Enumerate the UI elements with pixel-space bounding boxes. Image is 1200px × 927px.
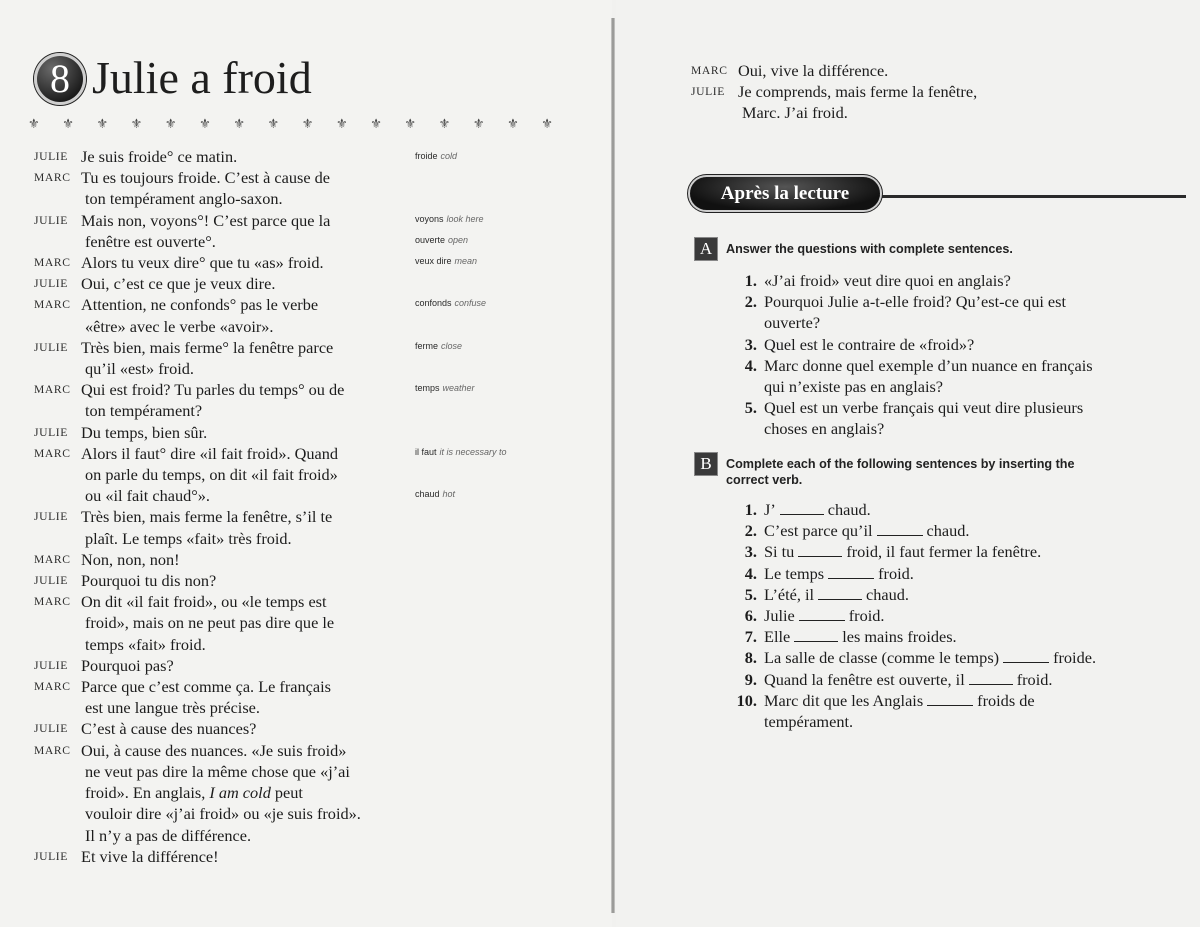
- question-number: 5.: [744, 584, 757, 604]
- dialogue-text: [738, 60, 1051, 81]
- answer-blank[interactable]: [818, 585, 862, 600]
- glossary-french: chaud: [415, 489, 440, 499]
- question-number: 2.: [744, 521, 757, 541]
- glossary-english: close: [441, 341, 463, 351]
- question-text: [764, 499, 871, 520]
- glossary-english: look here: [446, 214, 484, 224]
- dialogue-line: [34, 506, 394, 548]
- question-line: C’est parce qu’il chaud.: [764, 521, 970, 541]
- dialogue-line: [34, 146, 394, 167]
- answer-blank[interactable]: [780, 500, 824, 515]
- text-line: froid». En anglais, I am cold peut: [85, 783, 303, 803]
- speaker-label: JULIE: [34, 213, 68, 227]
- question-text: [764, 605, 884, 626]
- page-gutter: [611, 18, 615, 913]
- question-text: [764, 397, 1083, 439]
- glossary-french: voyons: [415, 214, 444, 224]
- section-b-header: [695, 453, 1074, 488]
- glossary-entry: [415, 151, 457, 161]
- text-line: Tu es toujours froide. C’est à cause de: [81, 168, 330, 188]
- dialogue-line: [34, 655, 394, 676]
- dialogue-line: [34, 294, 394, 336]
- speaker-label: MARC: [34, 743, 71, 757]
- section-b-instruction: [726, 456, 1074, 488]
- dialogue-line: [34, 676, 394, 718]
- dialogue-text: [81, 591, 394, 655]
- text-line: ne veut pas dire la même chose que «j’ai: [85, 761, 350, 781]
- fleur-de-lis-icon: ⚜: [62, 116, 74, 131]
- question-number: 4.: [744, 563, 757, 583]
- text-line: Et vive la différence!: [81, 846, 219, 866]
- text-line: Qui est froid? Tu parles du temps° ou de: [81, 380, 345, 400]
- dialogue-text: [81, 443, 394, 507]
- chapter-title: Julie a froid: [92, 52, 312, 103]
- question-item: [722, 584, 1162, 605]
- glossary-english: open: [448, 235, 469, 245]
- dialogue-line: [34, 740, 394, 846]
- text-line: plaît. Le temps «fait» très froid.: [85, 528, 292, 548]
- glossary-entry: [415, 235, 468, 245]
- speaker-label: JULIE: [34, 722, 68, 736]
- speaker-label: MARC: [34, 680, 71, 694]
- answer-blank[interactable]: [1003, 648, 1049, 663]
- fleur-de-lis-icon: ⚜: [130, 116, 143, 131]
- fleur-de-lis-icon: ⚜: [199, 116, 211, 131]
- question-line: choses en anglais?: [764, 419, 885, 439]
- question-line: tempérament.: [764, 712, 854, 732]
- question-item: [722, 647, 1162, 668]
- text-line: froid», mais on ne peut pas dire que le: [85, 613, 335, 633]
- question-text: [764, 541, 1041, 562]
- question-line: Elle les mains froides.: [764, 627, 957, 647]
- speaker-label: JULIE: [34, 510, 68, 524]
- question-item: [722, 270, 1162, 291]
- fleur-de-lis-icon: ⚜: [370, 116, 382, 131]
- dialogue-text: [81, 506, 394, 548]
- glossary-french: confonds: [415, 298, 452, 308]
- dialogue-line: [34, 591, 394, 655]
- answer-blank[interactable]: [877, 521, 923, 536]
- speaker-label: JULIE: [34, 277, 68, 291]
- question-line: Quand la fenêtre est ouverte, il froid.: [764, 669, 1053, 689]
- text-line: Alors il faut° dire «il fait froid». Quand: [81, 443, 339, 463]
- glossary-entry: [415, 214, 484, 224]
- fleur-de-lis-icon: ⚜: [541, 116, 553, 131]
- chapter-number-badge: 8: [34, 53, 86, 105]
- glossary-english: cold: [440, 151, 458, 161]
- text-line: temps «fait» froid.: [85, 634, 206, 654]
- dialogue-line: [691, 81, 1051, 123]
- question-number: 6.: [744, 606, 757, 626]
- text-line: Très bien, mais ferme la fenêtre, s’il te: [81, 507, 333, 527]
- speaker-label: MARC: [34, 383, 71, 397]
- question-number: 8.: [744, 648, 757, 668]
- speaker-label: JULIE: [34, 849, 68, 863]
- glossary-entry: [415, 298, 486, 308]
- question-item: [722, 520, 1162, 541]
- text-line: Il n’y a pas de différence.: [85, 825, 252, 845]
- question-number: 7.: [744, 627, 757, 647]
- question-item: [722, 291, 1162, 333]
- question-text: [764, 355, 1093, 397]
- dialogue-text: [81, 146, 394, 167]
- fleur-de-lis-icon: ⚜: [472, 116, 485, 131]
- question-item: [722, 669, 1162, 690]
- question-line: Marc donne quel exemple d’un nuance en français: [764, 355, 1093, 375]
- question-number: 3.: [744, 334, 757, 354]
- dialogue-continued: [691, 60, 1051, 124]
- instruction-line: correct verb.: [726, 473, 803, 487]
- speaker-label: MARC: [34, 256, 71, 270]
- text-line: fenêtre est ouverte°.: [85, 231, 216, 251]
- fleur-de-lis-ornament-row: [28, 116, 553, 132]
- dialogue-text: [81, 740, 394, 846]
- glossary-entry: [415, 489, 455, 499]
- answer-blank[interactable]: [969, 670, 1013, 685]
- dialogue-text: [81, 210, 394, 252]
- question-number: 1.: [744, 500, 757, 519]
- section-a-questions: [722, 270, 1162, 440]
- dialogue-line: [34, 846, 394, 867]
- dialogue-text: [81, 676, 394, 718]
- question-item: [722, 626, 1162, 647]
- question-line: qui n’existe pas en anglais?: [764, 377, 944, 397]
- dialogue-text: [81, 379, 394, 421]
- answer-blank[interactable]: [799, 606, 845, 621]
- dialogue-line: [34, 337, 394, 379]
- glossary-french: il faut: [415, 447, 437, 457]
- question-line: «J’ai froid» veut dire quoi en anglais?: [764, 271, 1011, 290]
- text-line: «être» avec le verbe «avoir».: [85, 316, 274, 336]
- question-line: Marc dit que les Anglais froids de: [764, 690, 1035, 710]
- section-b-letter: B: [695, 453, 717, 475]
- instruction-line: Complete each of the following sentences by inserting the: [726, 457, 1075, 471]
- fleur-de-lis-icon: ⚜: [404, 116, 417, 131]
- text-line: C’est à cause des nuances?: [81, 719, 257, 739]
- question-line: Le temps froid.: [764, 563, 914, 583]
- glossary-french: ouverte: [415, 235, 446, 245]
- question-number: 3.: [744, 542, 757, 562]
- glossary-english: mean: [454, 256, 478, 266]
- speaker-label: MARC: [34, 552, 71, 566]
- question-text: [764, 520, 969, 541]
- dialogue-text: [81, 718, 394, 739]
- glossary-entry: [415, 383, 475, 393]
- question-item: [722, 605, 1162, 626]
- question-number: 10.: [736, 690, 757, 710]
- speaker-label: MARC: [691, 64, 728, 77]
- speaker-label: JULIE: [34, 658, 68, 672]
- speaker-label: MARC: [34, 171, 71, 185]
- text-line: Pourquoi tu dis non?: [81, 571, 217, 591]
- glossary-french: temps: [415, 383, 440, 393]
- text-line: Alors tu veux dire° que tu «as» froid.: [81, 253, 324, 273]
- question-item: [722, 690, 1162, 732]
- text-line: Marc. J’ai froid.: [742, 103, 848, 123]
- dialogue-text: [81, 337, 394, 379]
- question-text: [764, 690, 1035, 732]
- question-number: 9.: [744, 669, 757, 689]
- question-text: [764, 563, 914, 584]
- speaker-label: JULIE: [34, 150, 68, 163]
- speaker-label: MARC: [34, 595, 71, 609]
- fleur-de-lis-icon: ⚜: [438, 116, 451, 131]
- dialogue-text: [738, 81, 1051, 123]
- text-line: Pourquoi pas?: [81, 655, 174, 675]
- fleur-de-lis-icon: ⚜: [28, 116, 40, 131]
- fleur-de-lis-icon: ⚜: [96, 116, 109, 131]
- text-line: Mais non, voyons°! C’est parce que la: [81, 210, 331, 230]
- text-line: On dit «il fait froid», ou «le temps est: [81, 592, 327, 612]
- glossary-entry: [415, 447, 507, 457]
- speaker-label: JULIE: [34, 340, 68, 354]
- question-text: [764, 626, 957, 647]
- question-line: Pourquoi Julie a-t-elle froid? Qu’est-ce qui est: [764, 292, 1067, 312]
- text-line: Très bien, mais ferme° la fenêtre parce: [81, 337, 334, 357]
- text-line: Du temps, bien sûr.: [81, 422, 208, 442]
- text-line: Attention, ne confonds° pas le verbe: [81, 295, 319, 315]
- text-line: ton tempérament?: [85, 401, 203, 421]
- question-text: [764, 647, 1096, 668]
- dialogue-text: [81, 549, 394, 570]
- answer-blank[interactable]: [927, 691, 973, 706]
- glossary-english: hot: [442, 489, 456, 499]
- question-line: Julie froid.: [764, 606, 885, 626]
- fleur-de-lis-icon: ⚜: [507, 116, 519, 131]
- fleur-de-lis-icon: ⚜: [267, 116, 280, 131]
- question-item: [722, 499, 1162, 520]
- question-line: Quel est un verbe français qui veut dire plusieurs: [764, 398, 1084, 418]
- dialogue-line: [34, 210, 394, 252]
- question-number: 2.: [744, 292, 757, 312]
- dialogue-line: [34, 273, 394, 294]
- dialogue-text: [81, 655, 394, 676]
- glossary-english: confuse: [454, 298, 487, 308]
- section-b-questions: [722, 499, 1162, 732]
- dialogue: [34, 146, 394, 867]
- dialogue-text: [81, 570, 394, 591]
- glossary-english: weather: [442, 383, 475, 393]
- text-line: ton tempérament anglo-saxon.: [85, 189, 283, 209]
- answer-blank[interactable]: [798, 542, 842, 557]
- speaker-label: MARC: [34, 298, 71, 312]
- dialogue-line: [34, 570, 394, 591]
- dialogue-line: [34, 379, 394, 421]
- question-item: [722, 334, 1162, 355]
- glossary-english: it is necessary to: [439, 447, 507, 457]
- question-number: 4.: [744, 355, 757, 375]
- question-line: ouverte?: [764, 313, 821, 333]
- text-line: qu’il «est» froid.: [85, 359, 194, 379]
- text-line: Oui, vive la différence.: [738, 61, 889, 80]
- speaker-label: JULIE: [34, 425, 68, 439]
- dialogue-line: [34, 718, 394, 739]
- glossary-entry: [415, 341, 462, 351]
- section-a-header: [695, 238, 1013, 260]
- glossary-french: froide: [415, 151, 438, 161]
- question-line: J’ chaud.: [764, 500, 871, 519]
- dialogue-text: [81, 294, 394, 336]
- answer-blank[interactable]: [794, 627, 838, 642]
- text-line: Oui, c’est ce que je veux dire.: [81, 274, 276, 294]
- text-line: Je suis froide° ce matin.: [81, 147, 238, 166]
- question-text: [764, 584, 909, 605]
- question-text: [764, 669, 1052, 690]
- glossary-french: ferme: [415, 341, 439, 351]
- dialogue-line: [34, 167, 394, 209]
- dialogue-text: [81, 252, 394, 273]
- question-number: 5.: [744, 398, 757, 418]
- speaker-label: JULIE: [34, 574, 68, 588]
- dialogue-line: [34, 443, 394, 507]
- glossary-french: veux dire: [415, 256, 452, 266]
- question-number: 1.: [744, 271, 757, 290]
- text-line: est une langue très précise.: [85, 698, 260, 718]
- section-a-letter: A: [695, 238, 717, 260]
- text-line: Oui, à cause des nuances. «Je suis froid»: [81, 740, 347, 760]
- dialogue-line: [34, 422, 394, 443]
- text-line: on parle du temps, on dit «il fait froid»: [85, 465, 338, 485]
- dialogue-text: [81, 846, 394, 867]
- banner-label: Après la lecture: [720, 183, 850, 204]
- dialogue-text: [81, 167, 394, 209]
- text-line: ou «il fait chaud°».: [85, 486, 210, 506]
- question-line: Si tu froid, il faut fermer la fenêtre.: [764, 542, 1042, 562]
- dialogue-line: [34, 549, 394, 570]
- answer-blank[interactable]: [828, 564, 874, 579]
- question-item: [722, 541, 1162, 562]
- dialogue-line: [34, 252, 394, 273]
- dialogue-text: [81, 273, 394, 294]
- dialogue-text: [81, 422, 394, 443]
- question-text: [764, 291, 1066, 333]
- fleur-de-lis-icon: ⚜: [335, 116, 348, 131]
- question-line: La salle de classe (comme le temps) froide.: [764, 648, 1097, 668]
- banner-rule: [870, 195, 1186, 198]
- apres-la-lecture-banner: [690, 175, 1186, 211]
- section-a-instruction: Answer the questions with complete sentences.: [726, 242, 1013, 256]
- text-line: vouloir dire «j’ai froid» ou «je suis froid».: [85, 804, 361, 824]
- text-line: Parce que c’est comme ça. Le français: [81, 677, 331, 697]
- question-item: [722, 397, 1162, 439]
- question-line: Quel est le contraire de «froid»?: [764, 334, 975, 354]
- speaker-label: JULIE: [691, 85, 725, 99]
- question-text: [764, 270, 1011, 291]
- question-text: [764, 334, 974, 355]
- question-item: [722, 563, 1162, 584]
- speaker-label: MARC: [34, 446, 71, 460]
- question-item: [722, 355, 1162, 397]
- fleur-de-lis-icon: ⚜: [164, 116, 177, 131]
- dialogue-line: [691, 60, 1051, 81]
- question-line: L’été, il chaud.: [764, 584, 909, 604]
- fleur-de-lis-icon: ⚜: [301, 116, 314, 131]
- text-line: Non, non, non!: [81, 549, 180, 569]
- text-line: Je comprends, mais ferme la fenêtre,: [738, 82, 978, 102]
- fleur-de-lis-icon: ⚜: [233, 116, 245, 131]
- glossary-entry: [415, 256, 477, 266]
